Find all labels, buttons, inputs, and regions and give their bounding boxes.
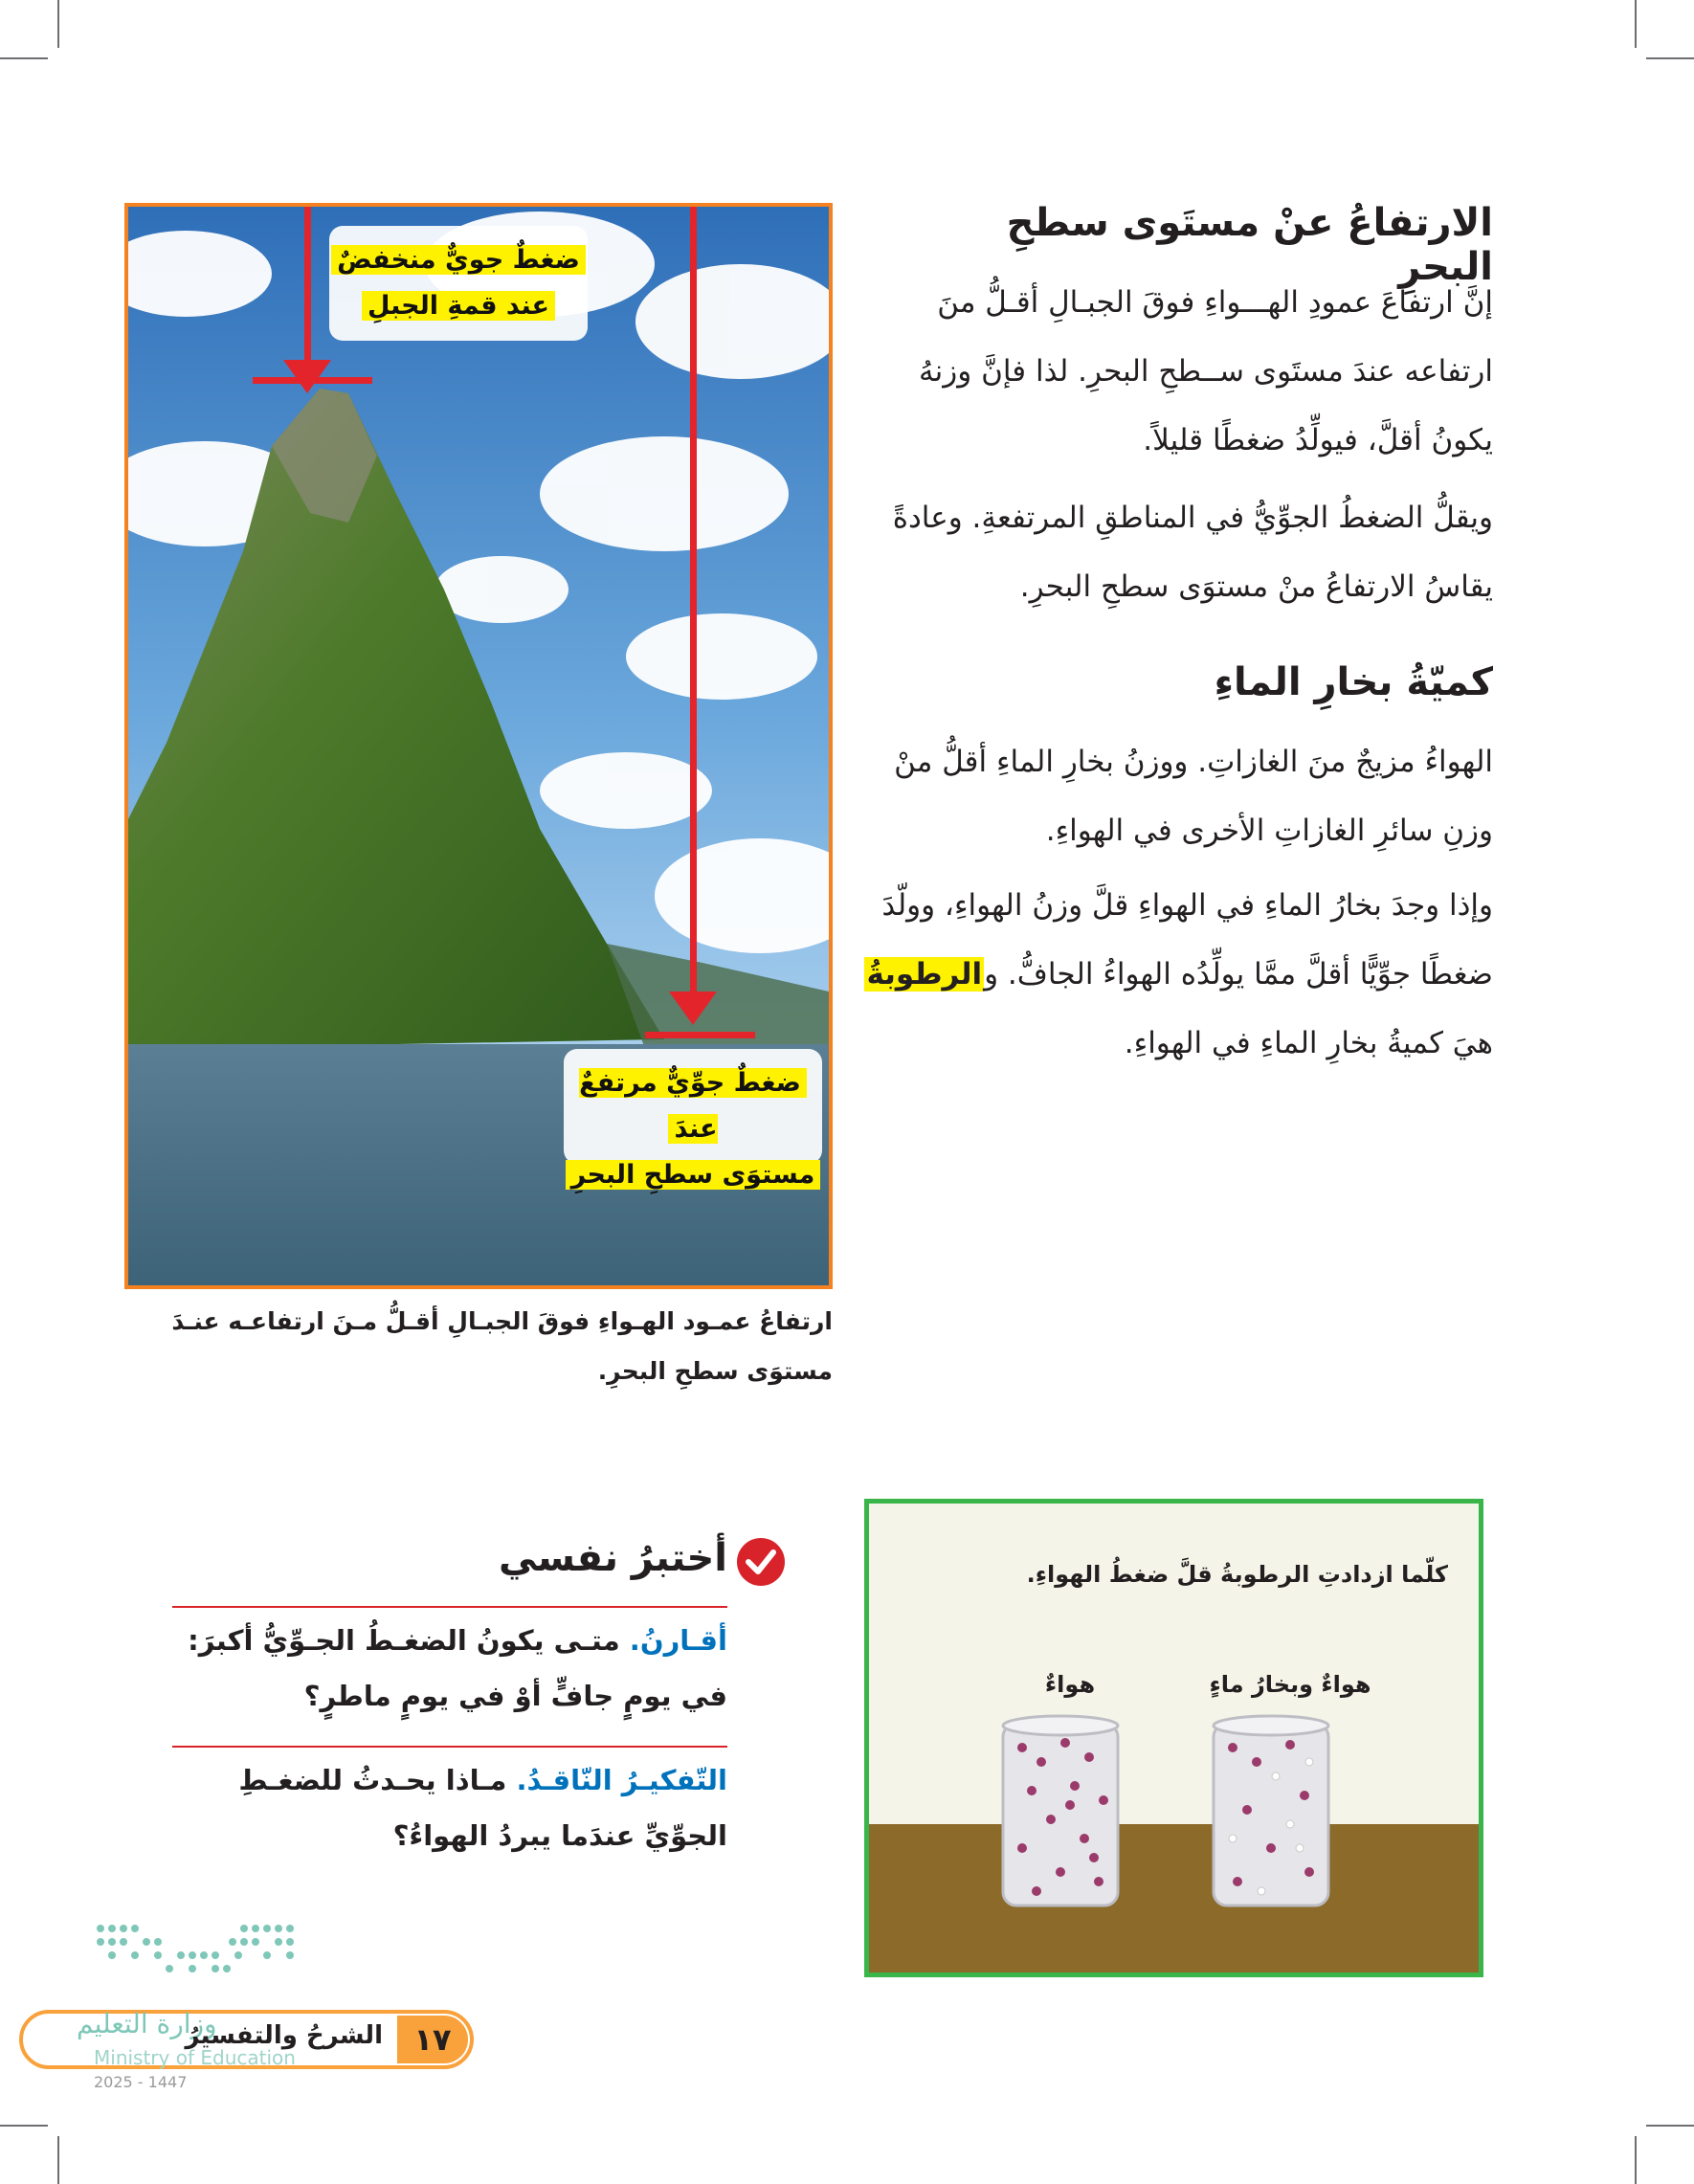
text-line: ويقلُّ الضغطُ الجوِّيُّ في المناطقِ المرتفعةِ. وعادةً — [892, 501, 1493, 535]
edition-label: 2025 - 1447 — [94, 2073, 188, 2091]
self-test-title: أختبرُ نفسي — [499, 1536, 727, 1580]
text-line: وزنِ سائرِ الغازاتِ الأخرى في الهواءِ. — [1045, 813, 1493, 848]
caption-line: ارتفاعُ عمـود الهـواءِ فوقَ الجبـالِ أقـلُّ مـنَ ارتفاعـه عنـدَ — [171, 1307, 833, 1335]
label-air: هواءٌ — [1044, 1671, 1096, 1698]
section-label: الشرحُ والتفسيرُ — [185, 2021, 383, 2050]
crop-mark — [1646, 57, 1694, 59]
jars-illustration — [869, 1705, 1479, 1972]
ministry-name-ar: وزارة التعليم — [77, 2008, 217, 2039]
crop-mark — [57, 0, 59, 48]
ministry-name-en: Ministry of Education — [94, 2046, 296, 2069]
jar-air-vapor — [1214, 1716, 1328, 1905]
crop-mark — [0, 2125, 48, 2127]
crop-mark — [1635, 0, 1637, 48]
label-line: ضغطٌ جوِّيٌّ مرتفعٌ عندَ — [564, 1060, 822, 1152]
vapor-paragraph-2 — [857, 871, 1493, 1078]
crop-mark — [1635, 2136, 1637, 2184]
crop-mark — [1646, 2125, 1694, 2127]
checkmark-icon — [735, 1536, 787, 1588]
question-compare — [172, 1613, 727, 1724]
crop-mark — [57, 2136, 59, 2184]
question-line — [172, 1752, 727, 1808]
divider — [172, 1606, 727, 1608]
text-line: هيَ كميةُ بخارِ الماءِ في الهواءِ. — [1124, 1026, 1493, 1060]
text-line: يقاسُ الارتفاعُ منْ مستوَى سطحِ البحرِ. — [1019, 569, 1493, 604]
humidity-figure — [864, 1499, 1483, 1977]
label-line: مستوَى سطحِ البحرِ — [564, 1152, 822, 1198]
text-line: ارتفاعه عندَ مستَوى ســطحِ البحرِ. لذا فإنَّ وزنهُ — [919, 354, 1493, 389]
text-line: يكونُ أقلَّ، فيولِّدُ ضغطًا قليلاً. — [1143, 423, 1493, 457]
text-line: وإذا وجدَ بخارُ الماءِ في الهواءِ قلَّ وزنُ الهواءِ، وولّدَ — [881, 888, 1493, 923]
jar-air — [1003, 1716, 1118, 1905]
question-critical-thinking — [172, 1752, 727, 1863]
question-lead: أقـارنُ. — [629, 1624, 727, 1657]
caption-line: مستوَى سطحِ البحرِ. — [597, 1357, 833, 1385]
altitude-paragraph-2 — [857, 483, 1493, 621]
figure-caption — [153, 1297, 833, 1396]
vapor-paragraph-1 — [857, 727, 1493, 865]
label-air-vapor: هواءٌ وبخارُ ماءٍ — [1209, 1671, 1371, 1698]
keyword-humidity: الرطوبةُ — [866, 957, 983, 992]
divider — [172, 1746, 727, 1748]
question-line: في يومٍ جافٍّ أوْ في يومٍ ماطرٍ؟ — [303, 1680, 727, 1712]
label-high-pressure — [564, 1049, 822, 1190]
heading-altitude: الارتفاعُ عنْ مستَوى سطحِ البحرِ — [1006, 201, 1493, 289]
question-text: مـاذا يحـدثُ للضغـطِ — [238, 1764, 517, 1796]
crop-mark — [0, 57, 48, 59]
label-line: ضغطٌ جويٌّ منخفضٌ — [329, 237, 588, 283]
ministry-logo-icon — [91, 1919, 301, 1986]
heading-water-vapor: كميّةُ بخارِ الماءِ — [1214, 660, 1493, 704]
mountain-photo — [124, 203, 833, 1289]
question-text: متـى يكونُ الضغـطُ الجـوِّيُّ أكبرَ: — [188, 1624, 630, 1657]
label-line: عند قمةِ الجبلِ — [329, 283, 588, 329]
text-line: الهواءُ مزيجٌ منَ الغازاتِ. ووزنُ بخارِ الماءِ أقلُّ منْ — [894, 745, 1493, 779]
altitude-paragraph-1 — [857, 268, 1493, 475]
table — [869, 1824, 1479, 1972]
text-line: إنَّ ارتفاعَ عمودِ الهـــواءِ فوقَ الجبـالِ أقـلُّ منَ — [937, 285, 1493, 320]
text-fragment: ضغطًا جوِّيًّا أقلَّ ممَّا يولِّدُه الهواءُ الجافُّ. و — [984, 957, 1493, 992]
humidity-title: كلّما ازدادتِ الرطوبةُ قلَّ ضغطُ الهواءِ. — [1026, 1561, 1448, 1588]
text-line — [857, 940, 1493, 1009]
page-number: ١٧ — [397, 2016, 468, 2063]
question-line: الجوِّيِّ عندَما يبردُ الهواءُ؟ — [392, 1819, 727, 1852]
question-line — [172, 1613, 727, 1668]
label-low-pressure — [329, 226, 588, 341]
question-lead: التّفكيـرُ النّاقـدُ. — [516, 1764, 727, 1796]
